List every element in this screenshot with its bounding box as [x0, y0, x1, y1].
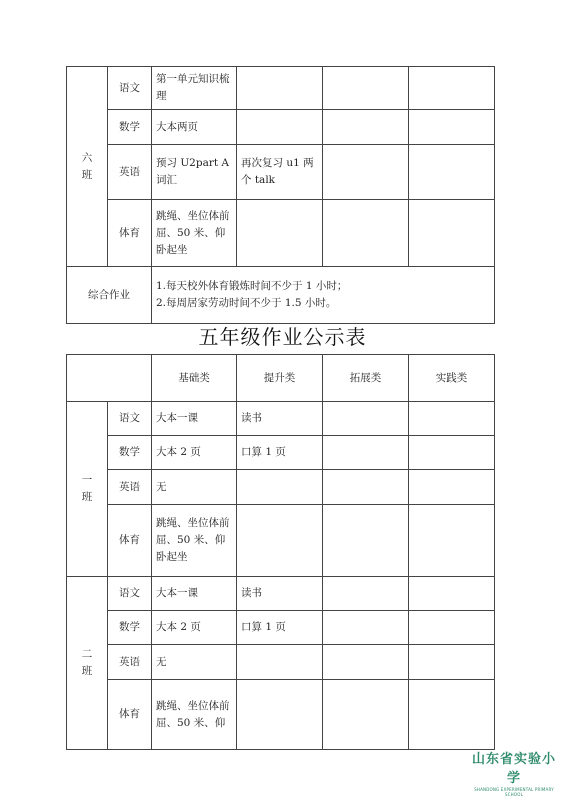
extend-cell: [323, 145, 409, 200]
basic-cell: 大本一课: [152, 577, 237, 611]
class-label: 二 班: [67, 577, 108, 750]
improve-cell: 读书: [237, 577, 323, 611]
summary-content: [152, 267, 495, 324]
practice-cell: [409, 470, 495, 505]
improve-cell: [237, 645, 323, 680]
basic-cell: 跳绳、坐位体前屈、50 米、仰: [152, 680, 237, 750]
school-logo: [466, 748, 562, 797]
improve-cell: [237, 67, 323, 110]
summary-line: 2.每周居家劳动时间不少于 1.5 小时。: [156, 297, 337, 309]
school-logo-cn: 山东省实验小学: [471, 752, 556, 786]
header-basic: 基础类: [152, 355, 237, 402]
basic-cell: 无: [152, 645, 237, 680]
improve-cell: [237, 470, 323, 505]
summary-label: 综合作业: [67, 267, 152, 324]
basic-cell: 预习 U2part A 词汇: [152, 145, 237, 200]
extend-cell: [323, 645, 409, 680]
practice-cell: [409, 200, 495, 267]
extend-cell: [323, 200, 409, 267]
improve-cell: 口算 1 页: [237, 436, 323, 470]
extend-cell: [323, 680, 409, 750]
subject-cell: 英语: [108, 145, 152, 200]
extend-cell: [323, 402, 409, 436]
subject-cell: 体育: [108, 505, 152, 577]
subject-cell: 体育: [108, 200, 152, 267]
extend-cell: [323, 470, 409, 505]
subject-cell: 语文: [108, 67, 152, 110]
practice-cell: [409, 505, 495, 577]
subject-cell: 英语: [108, 470, 152, 505]
basic-cell: 大本 2 页: [152, 436, 237, 470]
improve-cell: [237, 680, 323, 750]
basic-cell: 跳绳、坐位体前屈、50 米、仰卧起坐: [152, 505, 237, 577]
practice-cell: [409, 645, 495, 680]
practice-cell: [409, 611, 495, 645]
basic-cell: 大本两页: [152, 110, 237, 145]
page-title: 五年级作业公示表: [198, 325, 367, 349]
improve-cell: 口算 1 页: [237, 611, 323, 645]
header-extend: 拓展类: [323, 355, 409, 402]
header-improve: 提升类: [237, 355, 323, 402]
header-practice: 实践类: [409, 355, 495, 402]
improve-cell: 再次复习 u1 两个 talk: [237, 145, 323, 200]
header-blank: [67, 355, 152, 402]
improve-cell: [237, 200, 323, 267]
summary-line: 1.每天校外体育锻炼时间不少于 1 小时；: [156, 280, 348, 292]
practice-cell: [409, 145, 495, 200]
practice-cell: [409, 67, 495, 110]
basic-cell: 无: [152, 470, 237, 505]
extend-cell: [323, 110, 409, 145]
practice-cell: [409, 402, 495, 436]
extend-cell: [323, 577, 409, 611]
class-label: 六 班: [67, 67, 108, 267]
extend-cell: [323, 505, 409, 577]
extend-cell: [323, 436, 409, 470]
basic-cell: 大本 2 页: [152, 611, 237, 645]
subject-cell: 英语: [108, 645, 152, 680]
class-label: 一 班: [67, 402, 108, 577]
subject-cell: 语文: [108, 402, 152, 436]
practice-cell: [409, 577, 495, 611]
practice-cell: [409, 436, 495, 470]
basic-cell: 第一单元知识梳理: [152, 67, 237, 110]
practice-cell: [409, 110, 495, 145]
improve-cell: [237, 110, 323, 145]
school-logo-en: SHANDONG EXPERIMENTAL PRIMARY SCHOOL: [474, 787, 554, 797]
improve-cell: [237, 505, 323, 577]
homework-table-class6: [66, 66, 495, 324]
subject-cell: 体育: [108, 680, 152, 750]
extend-cell: [323, 67, 409, 110]
subject-cell: 数学: [108, 436, 152, 470]
extend-cell: [323, 611, 409, 645]
basic-cell: 大本一课: [152, 402, 237, 436]
homework-table-grade5: [66, 354, 495, 750]
practice-cell: [409, 680, 495, 750]
subject-cell: 数学: [108, 110, 152, 145]
basic-cell: 跳绳、坐位体前屈、50 米、仰卧起坐: [152, 200, 237, 267]
subject-cell: 语文: [108, 577, 152, 611]
improve-cell: 读书: [237, 402, 323, 436]
subject-cell: 数学: [108, 611, 152, 645]
